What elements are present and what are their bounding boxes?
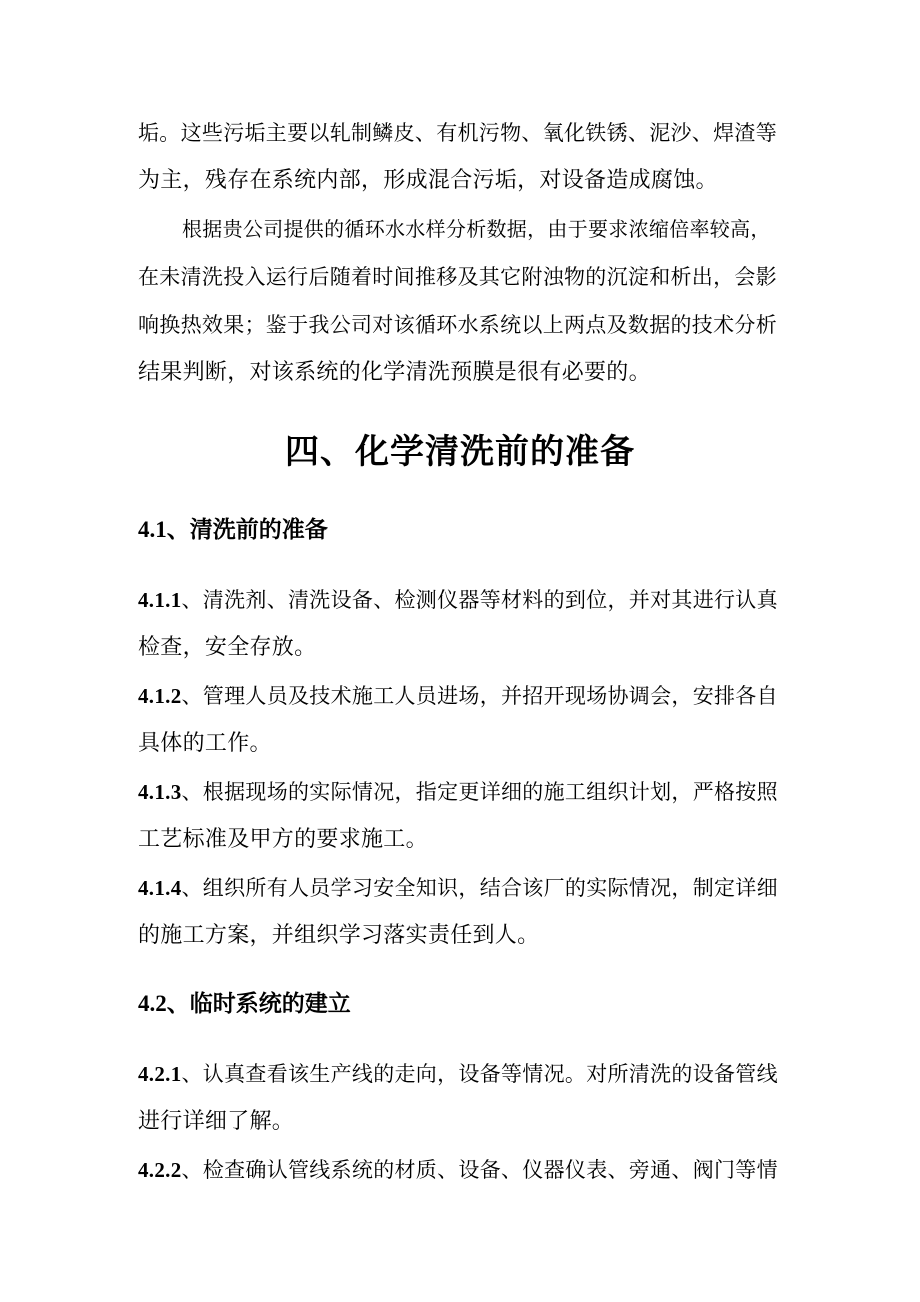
item-number: 4.1.4: [138, 876, 182, 900]
paragraph-line: 响换热效果；鉴于我公司对该循环水系统以上两点及数据的技术分析: [138, 313, 777, 337]
subsection-title: 、清洗前的准备: [166, 517, 328, 543]
subsection-heading-4-1: [138, 514, 328, 546]
item-number: 4.2.2: [138, 1158, 182, 1182]
list-item: [138, 1155, 778, 1185]
paragraph-line: 在未清洗投入运行后随着时间推移及其它附浊物的沉淀和析出，会影: [138, 265, 777, 289]
subsection-title: 、临时系统的建立: [166, 991, 351, 1017]
list-item: [138, 585, 778, 615]
paragraph-line: 垢。这些污垢主要以轧制鳞皮、有机污物、氧化铁锈、泥沙、焊渣等: [138, 121, 777, 145]
item-text: 、检查确认管线系统的材质、设备、仪器仪表、旁通、阀门等情: [181, 1158, 778, 1182]
item-continuation: 工艺标准及甲方的要求施工。: [138, 827, 428, 852]
item-text: 、认真查看该生产线的走向，设备等情况。对所清洗的设备管线: [181, 1062, 778, 1086]
item-continuation: 检查，安全存放。: [138, 635, 317, 660]
item-text: 、根据现场的实际情况，指定更详细的施工组织计划，严格按照: [181, 780, 778, 804]
item-continuation: 具体的工作。: [138, 731, 272, 756]
section-title: 四、化学清洗前的准备: [285, 432, 635, 472]
paragraph-line: 为主，残存在系统内部，形成混合污垢，对设备造成腐蚀。: [138, 168, 718, 193]
item-continuation: 的施工方案，并组织学习落实责任到人。: [138, 923, 540, 948]
item-text: 、组织所有人员学习安全知识，结合该厂的实际情况，制定详细: [181, 876, 778, 900]
list-item: [138, 1059, 778, 1089]
subsection-heading-4-2: [138, 988, 351, 1020]
item-text: 、清洗剂、清洗设备、检测仪器等材料的到位，并对其进行认真: [181, 588, 778, 612]
item-number: 4.1.1: [138, 588, 182, 612]
list-item: [138, 681, 778, 711]
item-number: 4.1.3: [138, 780, 182, 804]
item-number: 4.1.2: [138, 684, 182, 708]
item-text: 、管理人员及技术施工人员进场，并招开现场协调会，安排各自: [181, 684, 778, 708]
item-number: 4.2.1: [138, 1062, 182, 1086]
paragraph-line: 根据贵公司提供的循环水水样分析数据，由于要求浓缩倍率较高，: [182, 217, 771, 241]
list-item: [138, 873, 778, 903]
subsection-number: 4.1: [138, 517, 167, 542]
list-item: [138, 777, 778, 807]
paragraph-line: 结果判断，对该系统的化学清洗预膜是很有必要的。: [138, 360, 651, 385]
subsection-number: 4.2: [138, 991, 167, 1016]
item-continuation: 进行详细了解。: [138, 1109, 295, 1134]
